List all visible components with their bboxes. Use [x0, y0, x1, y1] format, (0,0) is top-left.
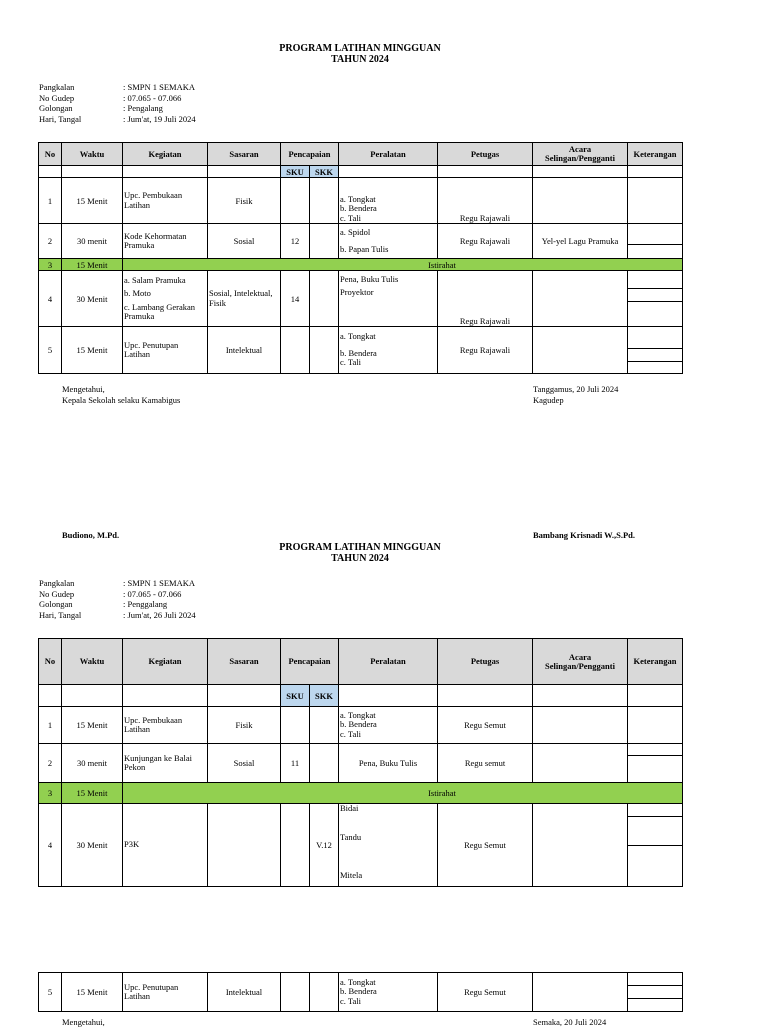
page2-schedule-table: [38, 638, 683, 887]
page2-sign-right: Semaka, 20 Juli 2024: [533, 1017, 607, 1027]
table-row-istirahat: 3 15 Menit Istirahat: [39, 783, 683, 804]
table-row: 5 15 Menit Upc. Penutupan Latihan Intelektual a. Tongkat b. Bendera c. Tali Regu Rajawali: [39, 327, 683, 374]
skk-label: SKK: [310, 166, 339, 178]
skk-label: SKK: [310, 685, 339, 707]
page1-sign-left: Mengetahui, Kepala Sekolah selaku Kamabigus: [62, 384, 181, 405]
header-acara: Acara Selingan/Pengganti: [533, 639, 628, 685]
table-row: 1 15 Menit Upc. Pembukaan Latihan Fisik a. Tongkat b. Bendera c. Tali Regu Semut: [39, 707, 683, 744]
header-pencapaian: Pencapaian: [281, 143, 339, 166]
page2-sign-left: Mengetahui,: [62, 1017, 105, 1027]
table-row-istirahat: 3 15 Menit Istirahat: [39, 259, 683, 271]
page1-name-left: Budiono, M.Pd.: [62, 530, 120, 540]
header-petugas: Petugas: [438, 143, 533, 166]
page1-schedule-table: [38, 142, 683, 374]
header-kegiatan: Kegiatan: [123, 639, 208, 685]
page1-name-right: Bambang Krisnadi W.,S.Pd.: [533, 530, 636, 540]
header-keterangan: Keterangan: [628, 639, 683, 685]
page1-title: PROGRAM LATIHAN MINGGUAN TAHUN 2024: [279, 43, 441, 65]
header-keterangan: Keterangan: [628, 143, 683, 166]
header-acara: Acara Selingan/Pengganti: [533, 143, 628, 166]
header-no: No: [39, 143, 62, 166]
page1-sign-right: Tanggamus, 20 Juli 2024 Kagudep: [533, 384, 619, 405]
sku-label: SKU: [281, 685, 310, 707]
header-peralatan: Peralatan: [339, 639, 438, 685]
table-row: 1 15 Menit Upc. Pembukaan Latihan Fisik a. Tongkat b. Bendera c. Tali Regu Rajawali: [39, 178, 683, 224]
sku-label: SKU: [281, 166, 310, 178]
table-row: 4 30 Menit a. Salam Pramuka b. Moto c. Lambang Gerakan Pramuka Sosial, Intelektual, Fisik 14 Pena, Buku Tulis Proyektor Regu Rajawali: [39, 271, 683, 327]
page2-schedule-table-continued: [38, 972, 683, 1012]
header-petugas: Petugas: [438, 639, 533, 685]
header-waktu: Waktu: [62, 143, 123, 166]
page2-info: Pangkalan : SMPN 1 SEMAKA No Gudep : 07.065 - 07.066 Golongan : Penggalang Hari, Tangal : Jum'at, 26 Juli 2024: [39, 578, 196, 620]
header-kegiatan: Kegiatan: [123, 143, 208, 166]
page2-title: PROGRAM LATIHAN MINGGUAN TAHUN 2024: [279, 542, 441, 564]
page1-info: Pangkalan : SMPN 1 SEMAKA No Gudep : 07.065 - 07.066 Golongan : Pengalang Hari, Tangal : Jum'at, 19 Juli 2024: [39, 82, 196, 124]
table-row: 4 30 Menit P3K V.12 Bidai Tandu Mitela Regu Semut: [39, 804, 683, 887]
table-row: 2 30 menit Kode Kehormatan Pramuka Sosial 12 a. Spidol b. Papan Tulis Regu Rajawali Yel-yel Lagu Pramuka: [39, 224, 683, 259]
header-peralatan: Peralatan: [339, 143, 438, 166]
header-waktu: Waktu: [62, 639, 123, 685]
table-row: 2 30 menit Kunjungan ke Balai Pekon Sosial 11 Pena, Buku Tulis Regu semut: [39, 744, 683, 783]
header-pencapaian: Pencapaian: [281, 639, 339, 685]
header-sasaran: Sasaran: [208, 639, 281, 685]
header-no: No: [39, 639, 62, 685]
header-sasaran: Sasaran: [208, 143, 281, 166]
table-row: 5 15 Menit Upc. Penutupan Latihan Intelektual a. Tongkat b. Bendera c. Tali Regu Semut: [39, 973, 683, 1012]
